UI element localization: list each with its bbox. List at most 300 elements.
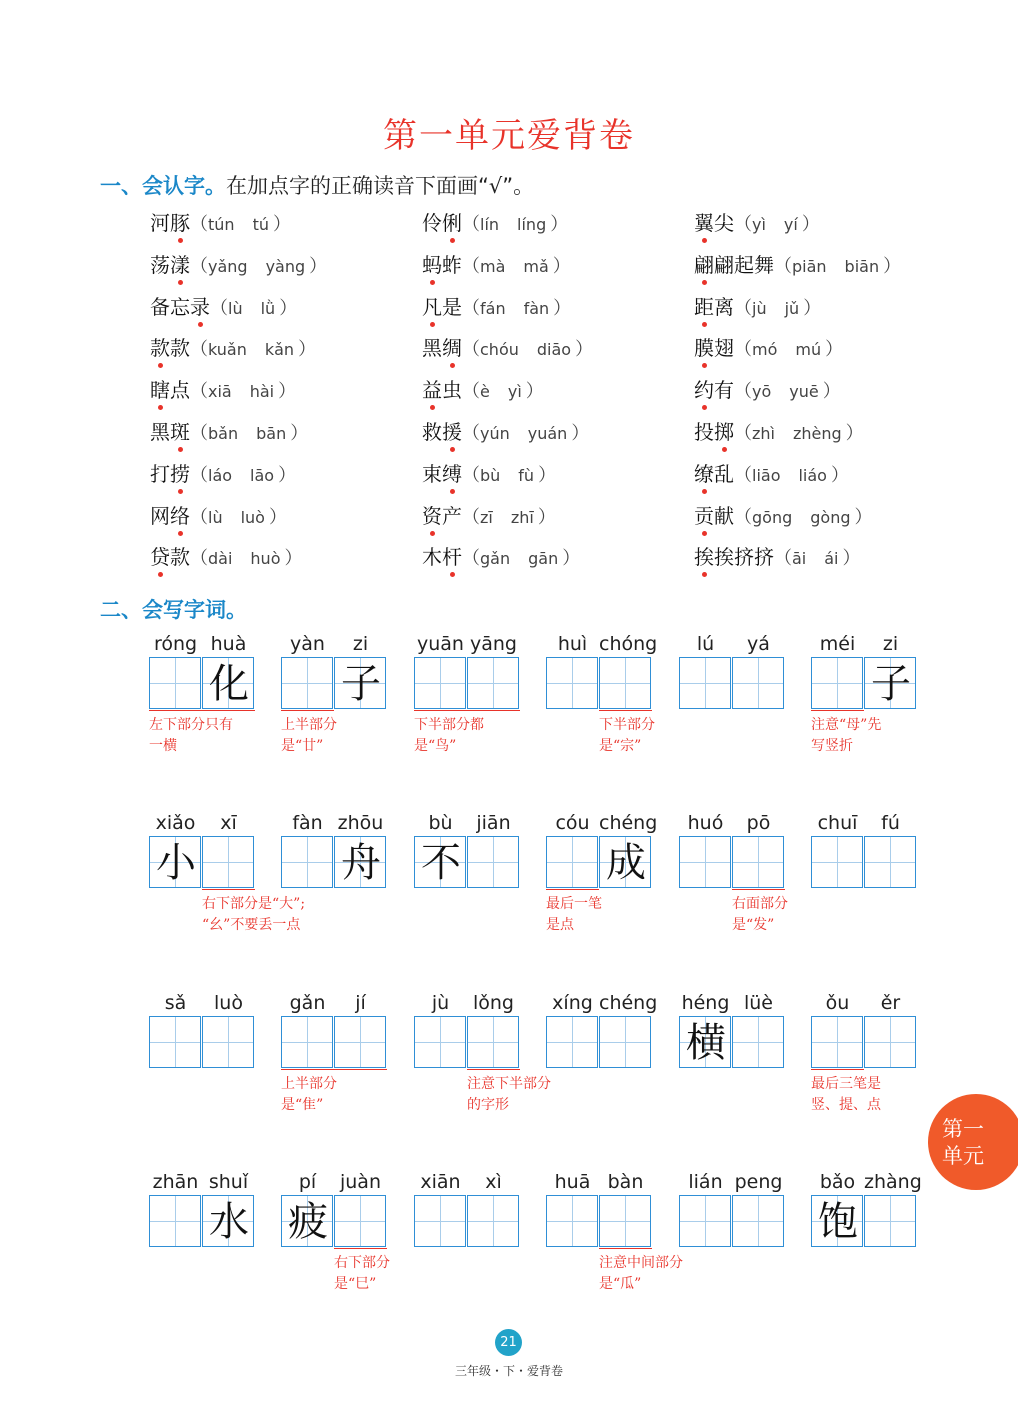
empty-char-box[interactable] [281, 836, 333, 888]
open-paren: （ [462, 381, 480, 403]
pinyin-option[interactable]: gǎn [480, 549, 511, 569]
hint-underline [281, 710, 334, 711]
pinyin-option[interactable]: zhèng [792, 424, 842, 443]
reading-row [0, 458, 1018, 492]
reading-word [422, 211, 462, 235]
open-paren: （ [462, 339, 480, 361]
pinyin-syllable: lüè [743, 992, 773, 1014]
word-char: 备 [150, 294, 170, 319]
open-paren: （ [734, 214, 752, 235]
open-paren: （ [190, 506, 208, 528]
dotted-char: 漾 [170, 249, 190, 278]
dotted-char: 录 [190, 291, 210, 320]
tian-grid [281, 836, 387, 888]
pinyin-option[interactable]: yō [752, 382, 772, 402]
pinyin-option[interactable]: bù [480, 465, 501, 485]
filled-char-box [281, 1195, 333, 1247]
given-char: 舟 [341, 840, 381, 886]
empty-char-box[interactable] [202, 836, 254, 888]
reading-word [694, 378, 734, 402]
dotted-char: 翩 [694, 249, 714, 278]
dotted-char: 斑 [170, 416, 190, 445]
pinyin-option[interactable]: fán [480, 298, 506, 318]
reading-word [694, 420, 734, 444]
pinyin-option[interactable]: líng [517, 215, 547, 234]
reading-word [694, 504, 734, 528]
open-paren: （ [462, 214, 480, 235]
pinyin-option[interactable]: bǎn [208, 424, 239, 443]
pinyin-option[interactable]: piān [792, 256, 827, 276]
dotted-char: 益 [422, 374, 442, 403]
filled-char-box [679, 1016, 731, 1068]
filled-char-box [149, 836, 201, 888]
given-char: 水 [209, 1199, 249, 1245]
empty-char-box[interactable] [599, 1195, 651, 1247]
dotted-char: 俐 [442, 207, 462, 236]
reading-item [694, 458, 849, 487]
pinyin-syllable: sǎ [164, 992, 187, 1014]
filled-char-box [599, 836, 651, 888]
reading-word [694, 211, 734, 235]
pinyin-option[interactable]: mú [795, 340, 822, 360]
pinyin-syllable: cóu [555, 812, 590, 834]
word-char: 起 [734, 252, 754, 277]
word-char: 点 [170, 378, 190, 403]
dotted-char: 翼 [694, 207, 714, 236]
close-paren: ） [309, 255, 328, 277]
tian-grid [149, 1195, 255, 1247]
reading-item [694, 291, 821, 320]
pinyin-syllable: héng [681, 992, 730, 1014]
empty-char-box[interactable] [732, 836, 784, 888]
pinyin-option[interactable]: liáo [798, 465, 827, 485]
pinyin-line [811, 992, 917, 1018]
pinyin-line [281, 992, 387, 1018]
empty-char-box[interactable] [864, 1195, 916, 1247]
empty-char-box[interactable] [414, 1195, 466, 1247]
given-char: 饱 [818, 1199, 858, 1245]
pinyin-option[interactable]: biān [844, 256, 880, 276]
close-paren: ） [290, 423, 309, 444]
close-paren: ） [552, 255, 571, 277]
empty-char-box[interactable] [546, 1195, 598, 1247]
open-paren: （ [190, 548, 208, 570]
word-char: 虫 [442, 378, 462, 403]
given-char: 子 [341, 661, 381, 707]
pinyin-option[interactable]: luò [240, 507, 265, 527]
dotted-char: 豚 [170, 207, 190, 236]
reading-word [422, 420, 462, 444]
open-paren: （ [462, 548, 480, 570]
hint-underline [599, 1248, 652, 1249]
empty-char-box[interactable] [334, 1016, 386, 1068]
word-char: 有 [714, 378, 734, 403]
reading-item [150, 207, 291, 236]
empty-char-box[interactable] [414, 657, 466, 709]
reading-item [422, 332, 593, 361]
empty-char-box[interactable] [732, 657, 784, 709]
pinyin-syllable: huì [557, 633, 588, 655]
pinyin-option[interactable]: è [480, 382, 490, 402]
section1-instruction: 在加点字的正确读音下面画“√”。 [226, 174, 535, 198]
pinyin-option[interactable]: lín [480, 215, 500, 234]
dotted-char: 约 [694, 374, 714, 403]
empty-char-box[interactable] [149, 657, 201, 709]
word-char: 黑 [422, 336, 442, 361]
pinyin-option[interactable]: láo [208, 465, 233, 485]
pinyin-syllable: chóng [599, 633, 658, 655]
pinyin-option[interactable]: lǜ [260, 298, 276, 318]
word-char: 翩 [714, 252, 734, 277]
open-paren: （ [462, 464, 480, 486]
dotted-char: 款 [150, 332, 170, 361]
pinyin-option[interactable]: yì [752, 215, 766, 234]
hint-note: 注意中间部分 是“瓜” [599, 1255, 683, 1292]
open-paren: （ [190, 339, 208, 361]
pinyin-option[interactable]: chóu [480, 340, 519, 360]
pinyin-syllable: fú [881, 812, 900, 834]
pinyin-syllable: zi [882, 633, 899, 655]
open-paren: （ [190, 255, 208, 277]
empty-char-box[interactable] [467, 836, 519, 888]
reading-item [694, 416, 864, 445]
word-char: 产 [442, 503, 462, 528]
close-paren: ） [272, 214, 291, 235]
reading-word [422, 336, 462, 360]
pinyin-syllable: zhān [152, 1171, 199, 1193]
reading-item [150, 332, 316, 361]
dotted-char: 蚂 [422, 249, 442, 278]
pinyin-line [546, 992, 658, 1018]
tian-grid [414, 836, 520, 888]
pinyin-syllable: fàn [292, 812, 323, 834]
filled-char-box [334, 657, 386, 709]
page-footer: 三年级・下・爱背卷 [454, 1364, 563, 1378]
pinyin-line [679, 1171, 785, 1197]
reading-row [0, 541, 1018, 575]
pinyin-option[interactable]: gān [528, 549, 559, 569]
pinyin-option[interactable]: dài [208, 549, 233, 569]
pinyin-line [281, 812, 387, 838]
pinyin-syllable: chéng [599, 812, 658, 834]
pinyin-option[interactable]: yún [480, 424, 510, 443]
open-paren: （ [462, 255, 480, 277]
tian-grid [811, 1016, 917, 1068]
word-char: 木 [422, 545, 442, 570]
word-char: 蚱 [442, 252, 462, 277]
hint-note: 最后三笔是 竖、提、点 [811, 1076, 881, 1113]
close-paren: ） [575, 339, 594, 361]
empty-char-box[interactable] [599, 657, 651, 709]
word-char: 河 [150, 211, 170, 235]
reading-row [0, 500, 1018, 534]
dotted-char: 掷 [714, 416, 734, 445]
empty-char-box[interactable] [864, 1016, 916, 1068]
empty-char-box[interactable] [467, 1016, 519, 1068]
reading-item [694, 207, 820, 236]
empty-char-box[interactable] [599, 1016, 651, 1068]
pinyin-option[interactable]: mǎ [523, 256, 549, 276]
pinyin-option[interactable]: zhì [752, 424, 775, 443]
empty-char-box[interactable] [811, 1016, 863, 1068]
tian-grid [811, 836, 917, 888]
section1-head: 一、会认字。 [100, 174, 226, 198]
hint-note: 右下部分 是“巳” [334, 1255, 390, 1292]
hint-note: 右面部分 是“发” [732, 896, 788, 933]
pinyin-option[interactable]: tú [252, 215, 269, 234]
pinyin-syllable: juàn [339, 1171, 381, 1193]
pinyin-syllable: pō [746, 812, 771, 834]
pinyin-option[interactable]: xiā [208, 382, 232, 402]
empty-char-box[interactable] [414, 1016, 466, 1068]
pinyin-option[interactable]: yí [783, 215, 798, 234]
word-char: 舞 [754, 252, 774, 277]
empty-char-box[interactable] [811, 657, 863, 709]
pinyin-syllable: yàn [290, 633, 325, 655]
pinyin-line [811, 633, 917, 659]
hint-underline [334, 1248, 387, 1249]
reading-word [150, 295, 210, 319]
reading-item [422, 207, 568, 236]
pinyin-option[interactable]: yuán [527, 424, 568, 443]
empty-char-box[interactable] [281, 1016, 333, 1068]
empty-char-box[interactable] [679, 836, 731, 888]
hint-note: 注意下半部分 的字形 [467, 1076, 551, 1113]
page-title: 第一单元爱背卷 [383, 116, 635, 156]
empty-char-box[interactable] [732, 1016, 784, 1068]
word-char: 救 [422, 420, 442, 444]
dotted-char: 距 [694, 291, 714, 320]
pinyin-syllable: pí [298, 1171, 317, 1193]
empty-char-box[interactable] [467, 657, 519, 709]
pinyin-syllable: jù [431, 992, 450, 1014]
empty-char-box[interactable] [149, 1195, 201, 1247]
pinyin-option[interactable]: fàn [523, 298, 550, 318]
pinyin-option[interactable]: huò [250, 549, 281, 569]
given-char: 化 [209, 661, 249, 707]
tian-grid [679, 1016, 785, 1068]
reading-row [0, 416, 1018, 450]
reading-word [694, 545, 774, 569]
pinyin-option[interactable]: kuǎn [208, 340, 247, 360]
reading-item [150, 416, 308, 445]
reading-item [150, 458, 296, 487]
hint-underline [467, 1069, 520, 1070]
pinyin-syllable: xiān [420, 1171, 461, 1193]
pinyin-line [149, 812, 255, 838]
hint-underline [732, 889, 785, 890]
pinyin-option[interactable]: zhī [510, 507, 534, 527]
pinyin-syllable: luò [214, 992, 243, 1014]
pinyin-line [546, 1171, 652, 1197]
tian-grid [149, 1016, 255, 1068]
pinyin-option[interactable]: gòng [810, 507, 851, 527]
word-char: 挤 [754, 545, 774, 570]
filled-char-box [334, 836, 386, 888]
empty-char-box[interactable] [467, 1195, 519, 1247]
pinyin-option[interactable]: yuē [789, 382, 819, 402]
empty-char-box[interactable] [202, 1016, 254, 1068]
empty-char-box[interactable] [546, 657, 598, 709]
tian-grid [281, 1016, 387, 1068]
reading-item [422, 541, 580, 570]
empty-char-box[interactable] [732, 1195, 784, 1247]
word-char: 翅 [714, 336, 734, 361]
pinyin-syllable: chéng [599, 992, 658, 1014]
pinyin-option[interactable]: āi [792, 549, 807, 569]
reading-item [422, 500, 556, 529]
hint-note: 最后一笔 是点 [546, 896, 602, 933]
pinyin-option[interactable]: zī [480, 507, 493, 527]
pinyin-syllable: jí [355, 992, 366, 1014]
tian-grid [811, 1195, 917, 1247]
reading-item [694, 332, 843, 361]
empty-char-box[interactable] [281, 657, 333, 709]
open-paren: （ [190, 423, 208, 444]
reading-word [422, 504, 462, 528]
empty-char-box[interactable] [546, 836, 598, 888]
tian-grid [149, 657, 255, 709]
empty-char-box[interactable] [334, 1195, 386, 1247]
reading-item [422, 291, 571, 320]
dotted-char: 挨 [694, 541, 714, 570]
pinyin-option[interactable]: yì [507, 382, 522, 402]
tian-grid [546, 657, 652, 709]
pinyin-option[interactable]: yǎng [208, 256, 248, 276]
close-paren: ） [830, 464, 849, 486]
open-paren: （ [462, 506, 480, 528]
pinyin-option[interactable]: bān [256, 424, 287, 443]
pinyin-syllable: zhōu [337, 812, 384, 834]
pinyin-syllable: huó [687, 812, 724, 834]
tian-grid [414, 657, 520, 709]
reading-item [694, 374, 841, 403]
close-paren: ） [284, 548, 303, 570]
word-char: 是 [442, 294, 462, 319]
pinyin-syllable: ěr [880, 992, 901, 1014]
close-paren: ） [278, 381, 297, 403]
reading-word [694, 295, 734, 319]
pinyin-option[interactable]: hài [249, 382, 275, 402]
reading-row [0, 249, 1018, 283]
pinyin-syllable: bù [428, 812, 453, 834]
pinyin-line [414, 1171, 520, 1197]
open-paren: （ [210, 297, 228, 319]
close-paren: ） [553, 297, 572, 319]
pinyin-option[interactable]: lù [228, 298, 243, 318]
given-char: 横 [686, 1020, 726, 1066]
close-paren: ） [571, 423, 590, 444]
word-char: 忘 [170, 294, 190, 319]
pinyin-syllable: zhàng [864, 1171, 922, 1193]
dotted-char: 绸 [442, 332, 462, 361]
pinyin-option[interactable]: ái [824, 549, 839, 569]
empty-char-box[interactable] [546, 1016, 598, 1068]
pinyin-syllable: lián [688, 1171, 723, 1193]
filled-char-box [202, 1195, 254, 1247]
reading-item [694, 541, 861, 570]
reading-row [0, 332, 1018, 366]
word-char: 挨 [714, 545, 734, 570]
open-paren: （ [462, 297, 480, 319]
reading-row [0, 291, 1018, 325]
empty-char-box[interactable] [864, 836, 916, 888]
word-char: 挤 [734, 545, 754, 570]
unit-badge-line2: 单元 [942, 1144, 984, 1168]
hint-underline [546, 889, 599, 890]
pinyin-line [149, 992, 255, 1018]
pinyin-option[interactable]: kǎn [264, 340, 295, 360]
pinyin-option[interactable]: tún [208, 215, 235, 234]
pinyin-syllable: bàn [607, 1171, 644, 1193]
pinyin-line [811, 1171, 922, 1197]
pinyin-syllable: peng [734, 1171, 783, 1193]
close-paren: ） [278, 464, 297, 486]
hint-underline [202, 889, 255, 890]
close-paren: ） [842, 548, 861, 570]
pinyin-line [546, 633, 658, 659]
reading-word [150, 420, 190, 444]
pinyin-line [679, 812, 785, 838]
close-paren: ） [279, 297, 298, 319]
unit-badge [928, 1094, 1018, 1190]
reading-word [422, 295, 462, 319]
tian-grid [281, 1195, 387, 1247]
empty-char-box[interactable] [679, 1195, 731, 1247]
pinyin-option[interactable]: mó [752, 340, 778, 360]
open-paren: （ [734, 339, 752, 361]
pinyin-option[interactable]: liāo [752, 465, 781, 485]
reading-item [694, 249, 901, 278]
pinyin-option[interactable]: mà [480, 256, 506, 276]
given-char: 子 [871, 661, 911, 707]
tian-grid [679, 836, 785, 888]
reading-item [422, 374, 544, 403]
dotted-char: 凡 [422, 291, 442, 320]
dotted-char: 瞎 [150, 374, 170, 403]
pinyin-option[interactable]: lù [208, 507, 223, 527]
pinyin-syllable: yá [747, 633, 770, 655]
empty-char-box[interactable] [811, 836, 863, 888]
empty-char-box[interactable] [149, 1016, 201, 1068]
hint-note: 上半部分 是“隹” [281, 1076, 337, 1113]
close-paren: ） [803, 297, 822, 319]
unit-badge-line1: 第一 [942, 1117, 984, 1141]
pinyin-line [414, 992, 520, 1018]
open-paren: （ [734, 423, 752, 444]
pinyin-syllable: bǎo [819, 1171, 856, 1193]
tian-grid [414, 1016, 520, 1068]
pinyin-option[interactable]: jù [752, 298, 767, 318]
word-char: 尖 [714, 211, 734, 235]
reading-item [150, 541, 302, 570]
pinyin-option[interactable]: jǔ [784, 298, 800, 318]
pinyin-option[interactable]: yàng [265, 256, 306, 276]
word-char: 荡 [150, 252, 170, 277]
dotted-char: 援 [442, 416, 462, 445]
reading-row [0, 374, 1018, 408]
pinyin-syllable: huā [554, 1171, 591, 1193]
pinyin-option[interactable]: fù [518, 465, 535, 485]
pinyin-option[interactable]: diāo [536, 340, 572, 360]
close-paren: ） [562, 548, 581, 570]
reading-item [422, 458, 556, 487]
empty-char-box[interactable] [679, 657, 731, 709]
pinyin-syllable: chuī [817, 812, 858, 834]
pinyin-option[interactable]: gōng [752, 507, 793, 527]
pinyin-option[interactable]: lāo [250, 465, 275, 485]
open-paren: （ [774, 255, 792, 277]
